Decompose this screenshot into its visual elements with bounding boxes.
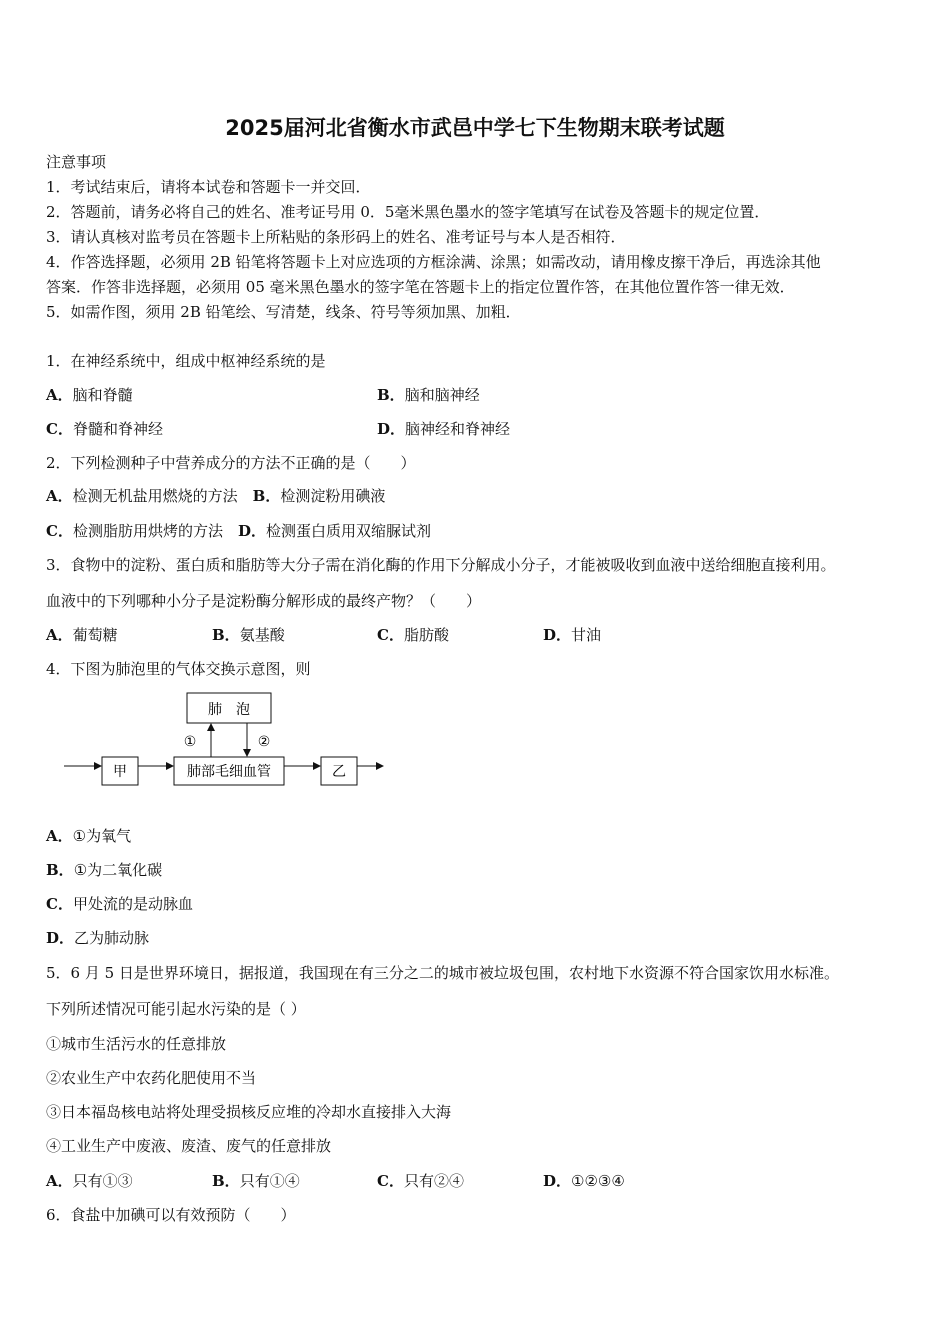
- q1-option-d: D．脑神经和脊神经: [377, 420, 511, 438]
- arrow-2-label: ②: [257, 734, 271, 750]
- question-4-stem: 4．下图为肺泡里的气体交换示意图，则: [46, 660, 311, 678]
- gas-exchange-diagram: [60, 688, 400, 792]
- q5-option-c: C．只有②④: [377, 1172, 464, 1190]
- question-2-stem: 2．下列检测种子中营养成分的方法不正确的是（ ）: [46, 454, 416, 472]
- question-5-stem-cont: 下列所述情况可能引起水污染的是（ ）: [46, 1000, 306, 1018]
- q2-options-cd: C．检测脂肪用烘烤的方法 D．检测蛋白质用双缩脲试剂: [46, 522, 432, 540]
- q2-options-ab: A．检测无机盐用燃烧的方法 B．检测淀粉用碘液: [46, 487, 386, 505]
- arrow-1-label: ①: [183, 734, 197, 750]
- q3-option-d: D．甘油: [543, 626, 602, 644]
- notice-item: 3．请认真核对监考员在答题卡上所粘贴的条形码上的姓名、准考证号与本人是否相符．: [46, 228, 626, 246]
- jia-label: 甲: [113, 764, 127, 780]
- alveolus-label: 肺 泡: [208, 702, 250, 718]
- q4-option-a: A．①为氧气: [46, 827, 132, 845]
- exam-title: 2025届河北省衡水市武邑中学七下生物期末联考试题: [225, 116, 725, 140]
- q4-option-c: C．甲处流的是动脉血: [46, 895, 193, 913]
- question-3-stem: 3．食物中的淀粉、蛋白质和脂肪等大分子需在消化酶的作用下分解成小分子，才能被吸收到血液中送给细胞直接利用。: [46, 556, 836, 574]
- q3-option-b: B．氨基酸: [212, 626, 285, 644]
- q5-statement: ③日本福岛核电站将处理受损核反应堆的冷却水直接排入大海: [46, 1103, 452, 1121]
- q5-statement: ②农业生产中农药化肥使用不当: [46, 1069, 257, 1087]
- q1-option-c: C．脊髓和脊神经: [46, 420, 163, 438]
- notice-item: 2．答题前，请务必将自己的姓名、准考证号用 0．5毫米黑色墨水的签字笔填写在试卷及答题卡的规定位置．: [46, 203, 770, 221]
- q5-option-a: A．只有①③: [46, 1172, 133, 1190]
- question-6-stem: 6．食盐中加碘可以有效预防（ ）: [46, 1206, 296, 1224]
- question-5-stem: 5．6 月 5 日是世界环境日，据报道，我国现在有三分之二的城市被垃圾包围，农村地下水资源不符合国家饮用水标准。: [46, 964, 839, 982]
- q5-statement: ④工业生产中废液、废渣、废气的任意排放: [46, 1137, 332, 1155]
- question-1-stem: 1．在神经系统中，组成中枢神经系统的是: [46, 352, 326, 370]
- q3-option-a: A．葡萄糖: [46, 626, 118, 644]
- notice-item: 5．如需作图，须用 2B 铅笔绘、写清楚，线条、符号等须加黑、加粗．: [46, 303, 521, 321]
- q4-option-d: D．乙为肺动脉: [46, 929, 150, 947]
- q1-option-b: B．脑和脑神经: [377, 386, 480, 404]
- q5-statement: ①城市生活污水的任意排放: [46, 1035, 227, 1053]
- capillary-label: 肺部毛细血管: [187, 764, 271, 780]
- q1-option-a: A．脑和脊髓: [46, 386, 133, 404]
- notice-item: 1．考试结束后，请将本试卷和答题卡一并交回．: [46, 178, 371, 196]
- q3-option-c: C．脂肪酸: [377, 626, 449, 644]
- yi-label: 乙: [332, 764, 346, 780]
- q5-option-d: D．①②③④: [543, 1172, 625, 1190]
- notice-item: 4．作答选择题，必须用 2B 铅笔将答题卡上对应选项的方框涂满、涂黑；如需改动，请用橡皮擦干净后，再选涂其他: [46, 253, 821, 271]
- notice-heading: 注意事项: [46, 153, 107, 171]
- q4-option-b: B．①为二氧化碳: [46, 861, 163, 879]
- question-3-stem-cont: 血液中的下列哪种小分子是淀粉酶分解形成的最终产物？（ ）: [46, 592, 482, 610]
- notice-item: 答案．作答非选择题，必须用 05 毫米黑色墨水的签字笔在答题卡上的指定位置作答，在其他位置作答一律无效．: [46, 278, 795, 296]
- q5-option-b: B．只有①④: [212, 1172, 300, 1190]
